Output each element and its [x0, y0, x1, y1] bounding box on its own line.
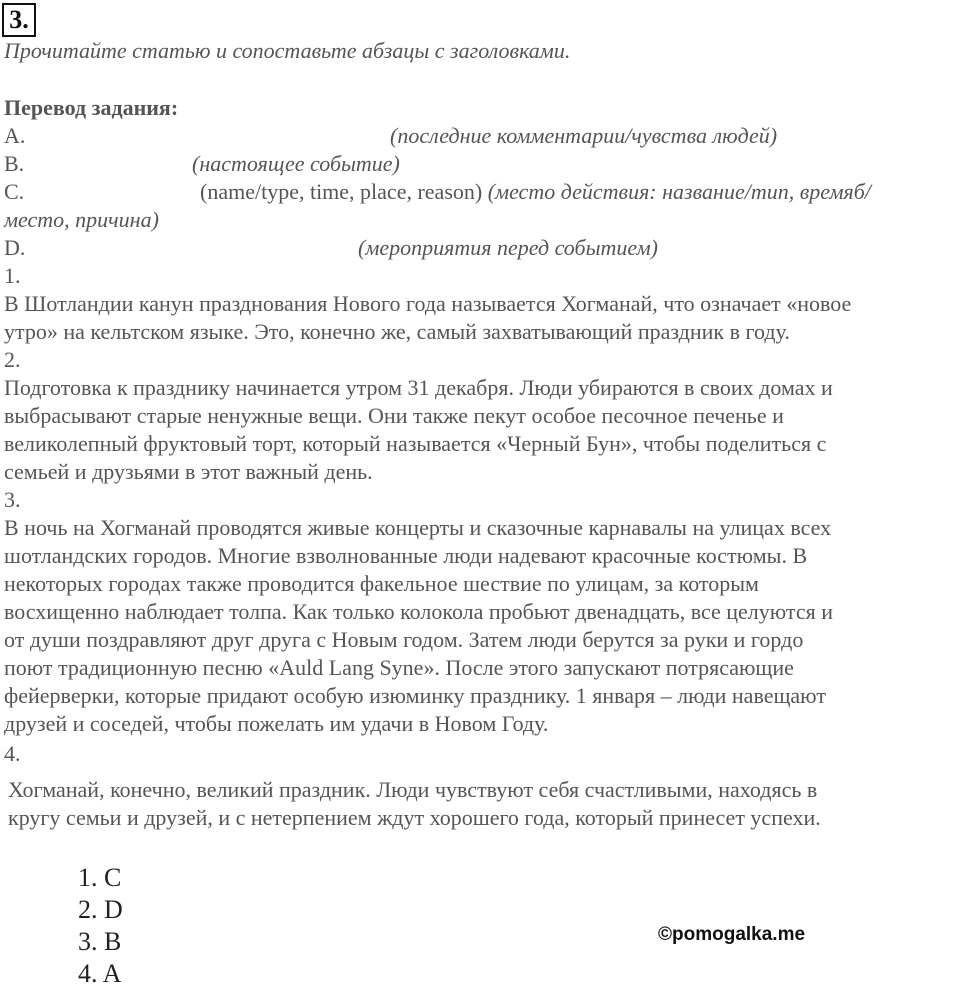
- heading-b: [4, 150, 400, 178]
- paragraph-3-line: восхищенно наблюдает толпа. Как только колокола пробьют двенадцать, все целуются и: [4, 599, 833, 624]
- answer-item: 4. A: [78, 959, 122, 988]
- heading-c-plain: (name/type, time, place, reason): [200, 179, 483, 204]
- paragraph-2-line: Подготовка к празднику начинается утром 31 декабря. Люди убираются в своих домах и: [4, 375, 833, 400]
- exercise-number: 3.: [2, 3, 36, 37]
- paragraph-4-number: 4.: [4, 741, 21, 766]
- heading-d-letter: D.: [4, 235, 26, 260]
- heading-c-letter: C.: [4, 179, 25, 204]
- heading-a-letter: A.: [4, 123, 26, 148]
- heading-b-letter: B.: [4, 151, 25, 176]
- answer-item: 3. B: [78, 927, 122, 956]
- paragraph-3-number: 3.: [4, 487, 21, 512]
- paragraph-2-line: великолепный фруктовый торт, который называется «Черный Бун», чтобы поделиться с: [4, 431, 827, 456]
- paragraph-2-number: 2.: [4, 347, 21, 372]
- heading-d-text: (мероприятия перед событием): [358, 235, 658, 260]
- heading-c-text: (место действия: название/тип, времяб/: [487, 179, 871, 204]
- translation-heading: Перевод задания:: [4, 95, 179, 120]
- heading-a-text: (последние комментарии/чувства людей): [390, 123, 778, 148]
- paragraph-1-line: утро» на кельтском языке. Это, конечно же, самый захватывающий праздник в году.: [4, 319, 790, 344]
- paragraph-3-line: фейерверки, которые придают особую изюминку празднику. 1 января – люди навещают: [4, 683, 826, 708]
- paragraph-3-line: от души поздравляют друг друга с Новым годом. Затем люди берутся за руки и гордо: [4, 627, 804, 652]
- paragraph-3-line: поют традиционную песню «Auld Lang Syne». После этого запускают потрясающие: [4, 655, 794, 680]
- heading-c: [4, 178, 871, 206]
- paragraph-1-line: В Шотландии канун празднования Нового года называется Хогманай, что означает «новое: [4, 291, 852, 316]
- watermark: ©pomogalka.me: [658, 924, 806, 945]
- instruction: Прочитайте статью и сопоставьте абзацы с заголовками.: [4, 38, 571, 63]
- heading-a: [4, 122, 778, 150]
- paragraph-4-line: Хогманай, конечно, великий праздник. Люди чувствуют себя счастливыми, находясь в: [8, 777, 818, 802]
- answer-item: 2. D: [78, 895, 123, 924]
- heading-b-text: (настоящее событие): [192, 151, 400, 176]
- heading-c-text-cont: место, причина): [4, 207, 159, 232]
- paragraph-1-number: 1.: [4, 263, 21, 288]
- paragraph-3-line: друзей и соседей, чтобы пожелать им удачи в Новом Году.: [4, 711, 549, 736]
- paragraph-3-line: В ночь на Хогманай проводятся живые концерты и сказочные карнавалы на улицах всех: [4, 515, 832, 540]
- heading-d: [4, 234, 658, 262]
- paragraph-3-line: шотландских городов. Многие взволнованные люди надевают красочные костюмы. В: [4, 543, 808, 568]
- answer-item: 1. C: [78, 863, 122, 892]
- paragraph-4-line: кругу семьи и друзей, и с нетерпением ждут хорошего года, который принесет успехи.: [8, 805, 821, 830]
- paragraph-2-line: семьей и друзьями в этот важный день.: [4, 459, 373, 484]
- paragraph-3-line: некоторых городах также проводится факельное шествие по улицам, за которым: [4, 571, 759, 596]
- paragraph-2-line: выбрасывают старые ненужные вещи. Они также пекут особое песочное печенье и: [4, 403, 784, 428]
